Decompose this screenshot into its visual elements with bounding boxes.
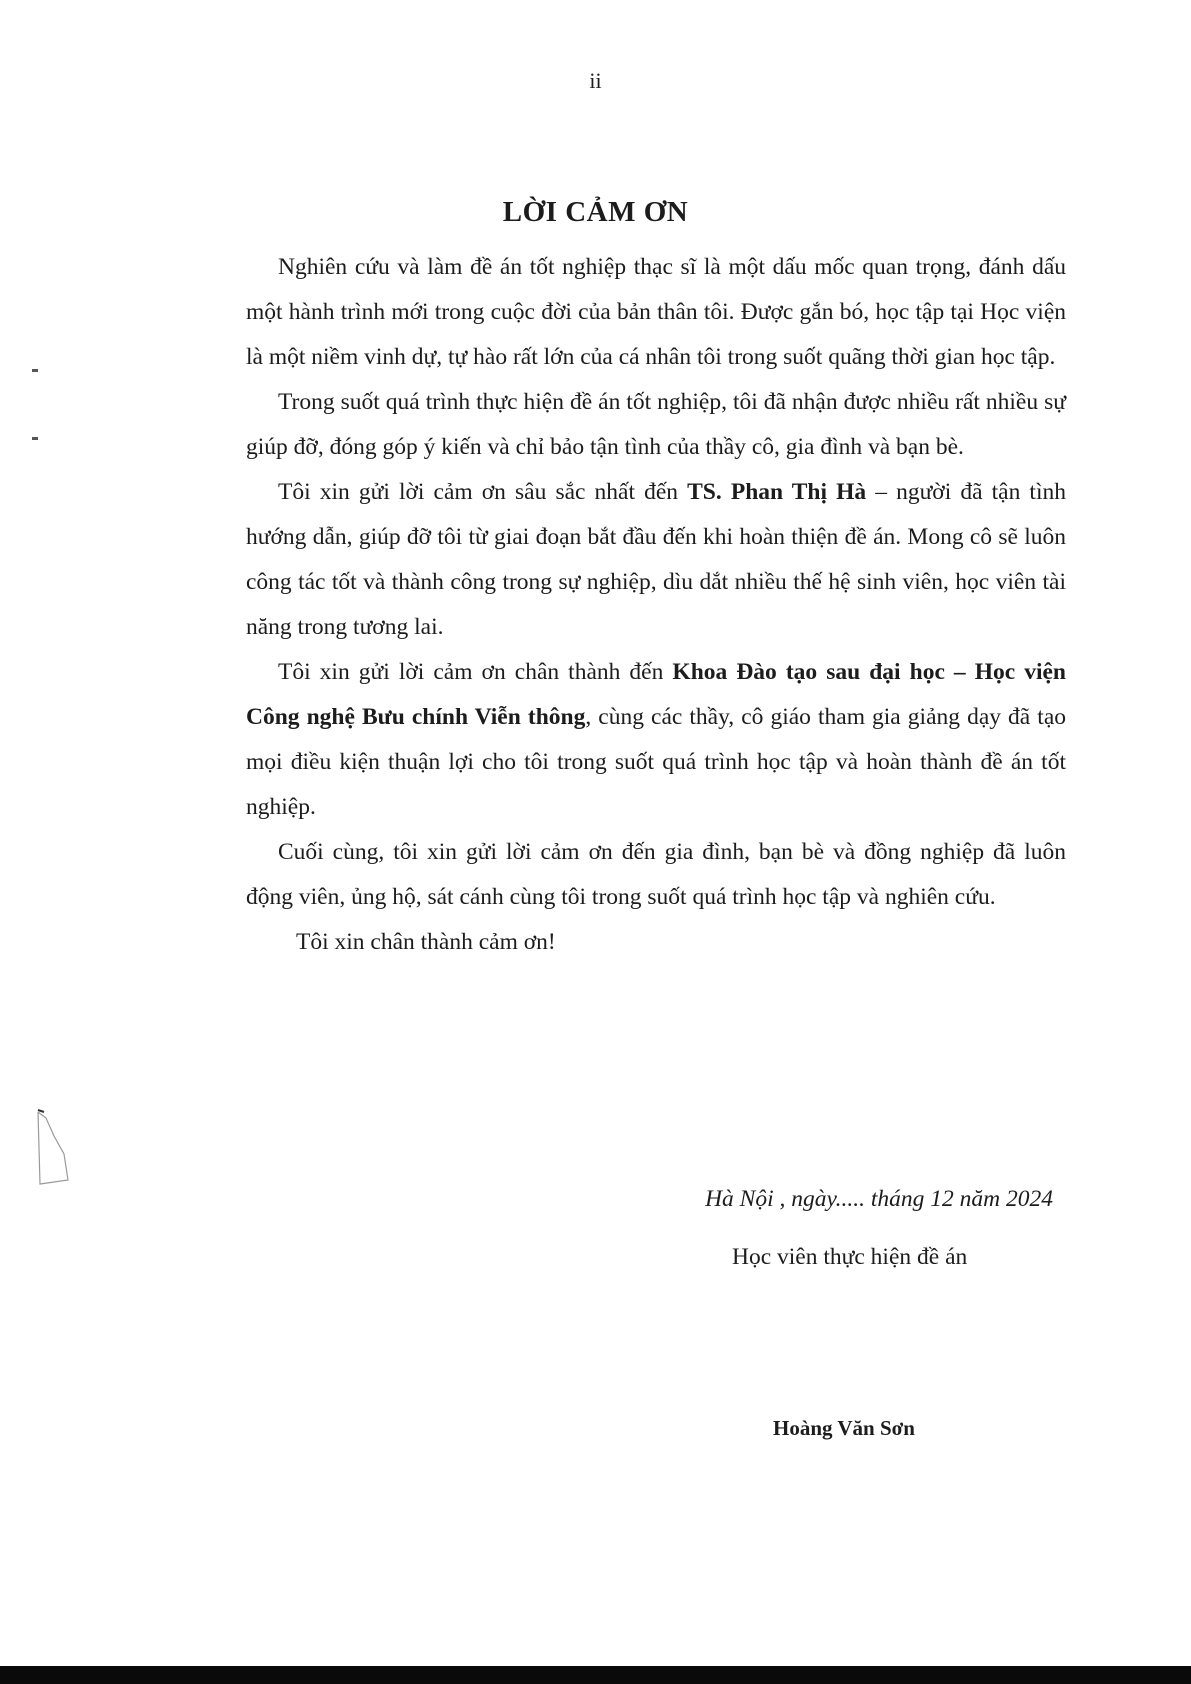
page-title: LỜI CẢM ƠN — [502, 196, 689, 228]
scan-bottom-edge — [0, 1666, 1191, 1684]
paragraph-2 — [246, 380, 1066, 470]
place-date: Hà Nội , ngày..... tháng 12 năm 2024 — [705, 1186, 1053, 1212]
paragraph-text: Cuối cùng, tôi xin gửi lời cảm ơn đến gia đình, bạn bè và đồng nghiệp đã luôn động viên, ủng hộ, sát cánh cùng tôi trong suốt quá trình học tập và nghiên cứu. — [246, 839, 1066, 910]
scan-speck — [32, 437, 38, 440]
acknowledgement-body — [246, 245, 1066, 965]
page-number: ii — [589, 68, 602, 93]
paragraph-text: Tôi xin gửi lời cảm ơn chân thành đến — [278, 659, 673, 685]
author-name: Hoàng Văn Sơn — [773, 1416, 915, 1440]
paragraph-text: Trong suốt quá trình thực hiện đề án tốt nghiệp, tôi đã nhận được nhiều rất nhiều sự giúp đỡ, đóng góp ý kiến và chỉ bảo tận tình của thầy cô, gia đình và bạn bè. — [246, 389, 1066, 460]
faculty-name: Khoa Đào tạo sau đại học – Học viện Công nghệ Bưu chính Viễn thông — [246, 659, 1067, 730]
paragraph-5 — [246, 830, 1066, 920]
paragraph-text: , cùng các thầy, cô giáo tham gia giảng dạy đã tạo mọi điều kiện thuận lợi cho tôi trong suốt quá trình học tập và hoàn thành đề án tốt nghiệp. — [246, 704, 1067, 820]
closing-line: Tôi xin chân thành cảm ơn! — [296, 929, 556, 955]
scan-paper-fold — [34, 1108, 74, 1188]
paragraph-3 — [246, 470, 1066, 650]
paragraph-text: – người đã tận tình hướng dẫn, giúp đỡ tôi từ giai đoạn bắt đầu đến khi hoàn thiện đề án. Mong cô sẽ luôn công tác tốt và thành công trong sự nghiệp, dìu dắt nhiều thế hệ sinh viên, học viên tài năng trong tương lai. — [246, 479, 1066, 640]
paragraph-text: Tôi xin gửi lời cảm ơn sâu sắc nhất đến — [278, 479, 688, 505]
supervisor-name: TS. Phan Thị Hà — [687, 479, 867, 505]
author-role: Học viên thực hiện đề án — [732, 1244, 968, 1270]
scan-speck — [32, 369, 38, 372]
paragraph-4 — [246, 650, 1066, 830]
paragraph-text: Nghiên cứu và làm đề án tốt nghiệp thạc sĩ là một dấu mốc quan trọng, đánh dấu một hành trình mới trong cuộc đời của bản thân tôi. Được gắn bó, học tập tại Học viện là một niềm vinh dự, tự hào rất lớn của cá nhân tôi trong suốt quãng thời gian học tập. — [246, 254, 1066, 370]
paragraph-1 — [246, 245, 1066, 380]
